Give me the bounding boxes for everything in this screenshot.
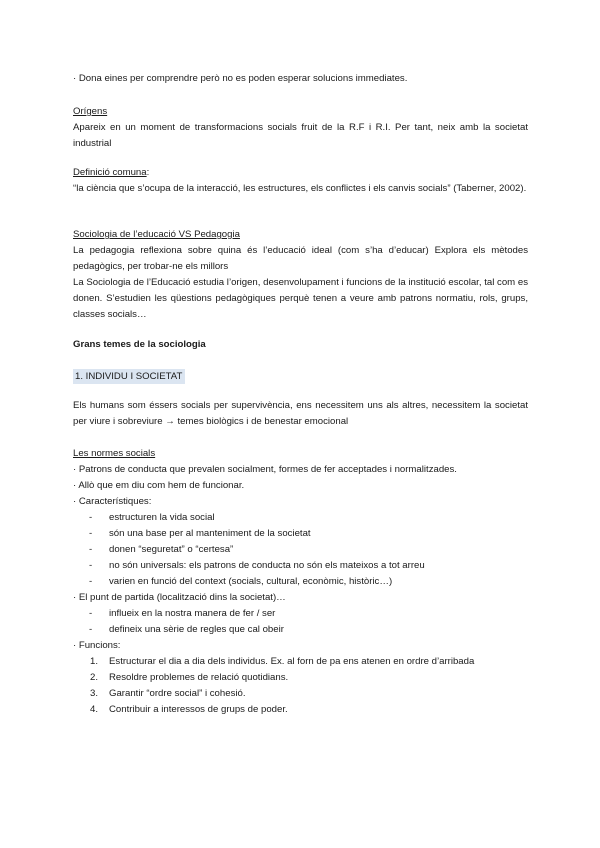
list-item: - són una base per al manteniment de la societat bbox=[73, 526, 528, 542]
sociologia-pedagogia-section bbox=[73, 227, 528, 323]
origens-section bbox=[73, 104, 528, 152]
section1-text: Els humans som éssers socials per supervivència, ens necessitem uns als altres, necessitem la societat per viure i sobreviure → temes biològics i de benestar emocional bbox=[73, 400, 528, 427]
grans-temes-block bbox=[73, 337, 528, 353]
punt-partida-list bbox=[73, 606, 528, 638]
list-item bbox=[73, 686, 528, 702]
definicio-colon: : bbox=[146, 167, 150, 178]
definicio-heading: Definició comuna bbox=[73, 167, 147, 178]
list-item: - defineix una sèrie de regles que cal obeir bbox=[73, 622, 528, 638]
normes-line-1: · Patrons de conducta que prevalen socialment, formes de fer acceptades i normalitzades. bbox=[73, 464, 457, 475]
caracteristiques-list bbox=[73, 510, 528, 590]
section1-heading: 1. INDIVIDU I SOCIETAT bbox=[73, 369, 185, 384]
list-item: - varien en funció del context (socials, cultural, econòmic, històric…) bbox=[73, 574, 528, 590]
section1-heading-block bbox=[73, 369, 528, 385]
list-item bbox=[73, 702, 528, 718]
funcions-list bbox=[73, 654, 528, 718]
list-text: Contribuir a interessos de grups de poder. bbox=[109, 704, 288, 715]
funcions-label: · Funcions: bbox=[73, 640, 121, 651]
list-text: Garantir “ordre social” i cohesió. bbox=[109, 688, 246, 699]
list-number: 4. bbox=[90, 704, 99, 715]
list-text: Estructurar el dia a dia dels individus. Ex. al forn de pa ens atenen en ordre d’arribada bbox=[109, 656, 475, 667]
definicio-text: “la ciència que s’ocupa de la interacció, les estructures, els conflictes i els canvis socials” (Taberner, 2002). bbox=[73, 183, 527, 194]
grans-temes-heading: Grans temes de la sociologia bbox=[73, 339, 206, 350]
list-item: - influeix en la nostra manera de fer / ser bbox=[73, 606, 528, 622]
list-number: 3. bbox=[90, 688, 99, 699]
sociologia-pedagogia-heading: Sociologia de l’educació VS Pedagogia bbox=[73, 229, 240, 240]
normes-heading: Les normes socials bbox=[73, 448, 156, 459]
caracteristiques-label: · Característiques: bbox=[73, 496, 152, 507]
list-item bbox=[73, 670, 528, 686]
list-item: - no són universals: els patrons de conducta no són els mateixos a tot arreu bbox=[73, 558, 528, 574]
origens-text: Apareix en un moment de transformacions socials fruit de la R.F i R.I. Per tant, neix amb la societat industrial bbox=[73, 122, 528, 149]
list-item: - estructuren la vida social bbox=[73, 510, 528, 526]
pedagogia-paragraph: La pedagogia reflexiona sobre quina és l’educació ideal (com s’ha d’educar) Explora els mètodes pedagògics, per trobar-ne els millors bbox=[73, 245, 528, 272]
definicio-section bbox=[73, 165, 528, 197]
normes-section bbox=[73, 446, 528, 718]
intro-line: · Dona eines per comprendre però no es poden esperar solucions immediates. bbox=[73, 73, 408, 84]
list-text: Resoldre problemes de relació quotidians. bbox=[109, 672, 289, 683]
origens-heading: Orígens bbox=[73, 106, 108, 117]
list-number: 2. bbox=[90, 672, 99, 683]
normes-line-2: · Allò que em diu com hem de funcionar. bbox=[73, 480, 245, 491]
list-number: 1. bbox=[90, 656, 99, 667]
list-item: - donen “seguretat” o “certesa” bbox=[73, 542, 528, 558]
punt-partida-label: · El punt de partida (localització dins la societat)… bbox=[73, 592, 286, 603]
section1-text-block bbox=[73, 398, 528, 430]
sociologia-paragraph: La Sociologia de l’Educació estudia l’origen, desenvolupament i funcions de la institució escolar, tal com es donen. S’estudien les qüestions pedagògiques perquè tenen a veure amb patrons normatiu, rols, grups, classes socials… bbox=[73, 277, 528, 320]
list-item bbox=[73, 654, 528, 670]
intro-block bbox=[73, 71, 528, 87]
